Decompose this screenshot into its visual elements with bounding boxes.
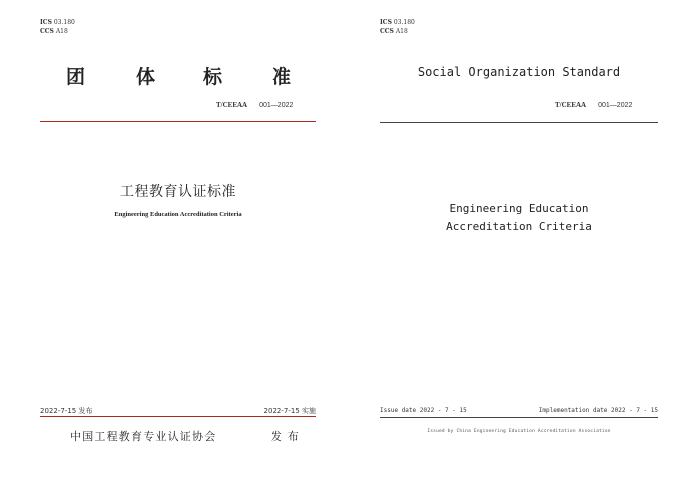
footer-divider [40, 416, 316, 417]
ccs-label: CCS [40, 28, 54, 35]
ics-label: ICS [40, 19, 52, 26]
standard-code: 001—2022 [259, 102, 294, 109]
standard-prefix: T/CEEAA [216, 101, 248, 109]
standard-type-header: Social Organization Standard [417, 65, 621, 79]
standard-number [555, 101, 632, 109]
header-char: 体 [136, 66, 156, 88]
ccs-code: A18 [55, 28, 68, 35]
standard-code: 001—2022 [598, 102, 633, 109]
classification-codes [380, 18, 415, 36]
header-divider [380, 122, 658, 123]
ccs-code: A18 [395, 28, 408, 35]
ics-code: 03.180 [393, 19, 415, 26]
standard-prefix: T/CEEAA [555, 101, 587, 109]
date-row [40, 406, 316, 416]
issue-date: 2022-7-15 发布 [40, 407, 93, 415]
publisher-suffix: 发 布 [270, 430, 300, 443]
issue-date: Issue date 2022 - 7 - 15 [380, 407, 467, 414]
title-line: Accreditation Criteria [446, 220, 592, 233]
date-row [380, 407, 658, 416]
document-subtitle: Engineering Education Accreditation Criteria [114, 211, 242, 218]
standard-type-header [40, 62, 310, 86]
publisher-name: 中国工程教育专业认证协会 [70, 430, 217, 443]
implementation-date: Implementation date 2022 - 7 - 15 [538, 407, 658, 414]
ics-label: ICS [380, 19, 392, 26]
cover-page-english [340, 0, 680, 482]
header-char: 准 [272, 66, 292, 88]
ccs-label: CCS [380, 28, 394, 35]
standard-number [216, 101, 293, 109]
document-title: 工程教育认证标准 [120, 184, 236, 200]
header-char: 团 [66, 66, 86, 88]
footer-divider [380, 417, 658, 418]
publisher [70, 428, 300, 444]
implementation-date: 2022-7-15 实施 [263, 407, 316, 415]
header-char: 标 [203, 66, 223, 88]
issuer-line: Issued by China Engineering Education Accreditation Association [427, 429, 611, 434]
classification-codes [40, 18, 75, 36]
header-divider [40, 121, 316, 122]
ics-code: 03.180 [53, 19, 75, 26]
document-title [380, 200, 658, 236]
title-line: Engineering Education [449, 202, 589, 215]
